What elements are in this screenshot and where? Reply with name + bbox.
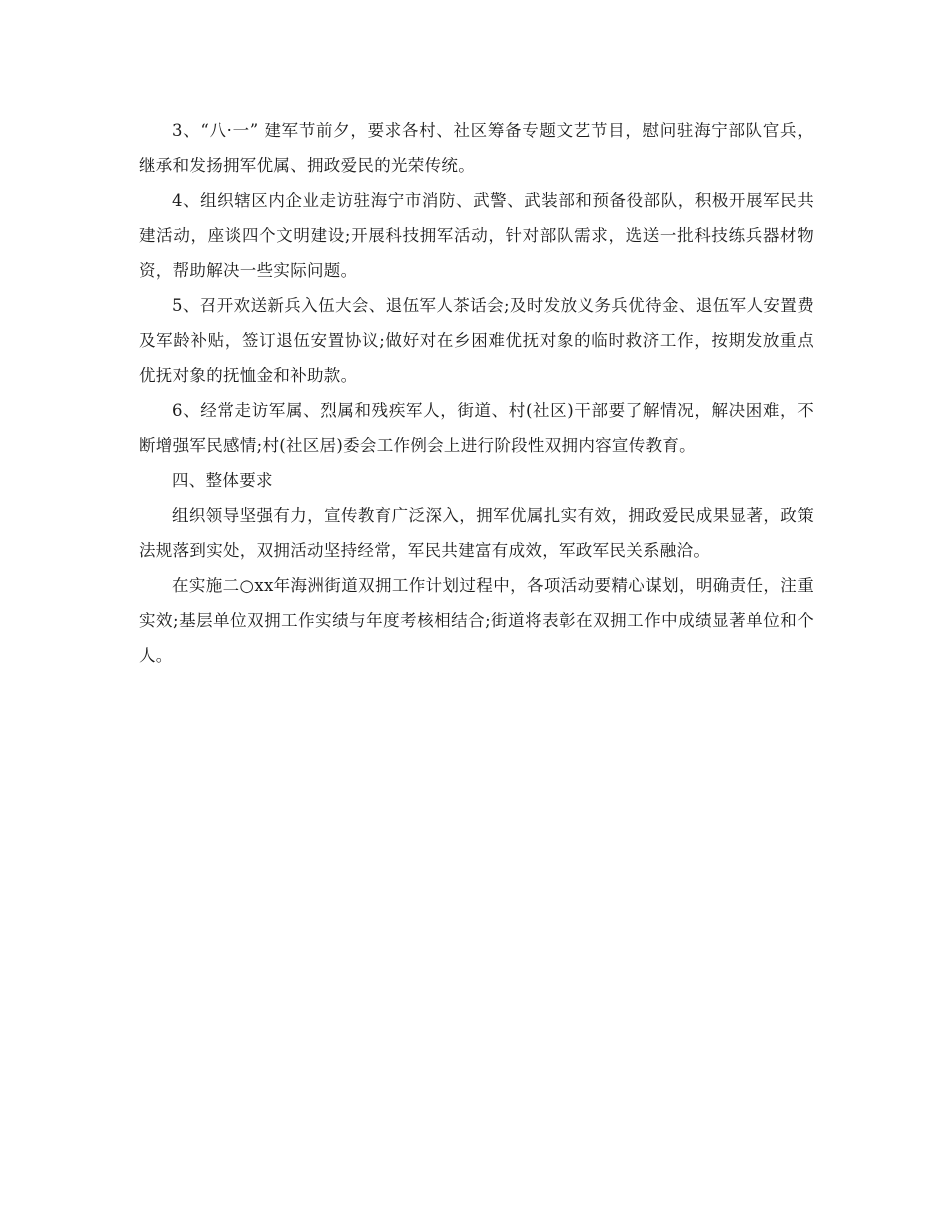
document-body xyxy=(139,113,814,673)
paragraph-item-6: 6、经常走访军属、烈属和残疾军人，街道、村(社区)干部要了解情况，解决困难，不断增强军民感情;村(社区居)委会工作例会上进行阶段性双拥内容宣传教育。 xyxy=(139,401,814,455)
paragraph-item-3: 3、“八·一” 建军节前夕，要求各村、社区筹备专题文艺节目，慰问驻海宁部队官兵，继承和发扬拥军优属、拥政爱民的光荣传统。 xyxy=(139,121,814,175)
section-heading-overall-requirements: 四、整体要求 xyxy=(172,471,273,490)
paragraph-implementation: 在实施二○xx年海洲街道双拥工作计划过程中，各项活动要精心谋划，明确责任，注重实效;基层单位双拥工作实绩与年度考核相结合;街道将表彰在双拥工作中成绩显著单位和个人。 xyxy=(139,576,814,665)
paragraph-requirements: 组织领导坚强有力，宣传教育广泛深入，拥军优属扎实有效，拥政爱民成果显著，政策法规落到实处，双拥活动坚持经常，军民共建富有成效，军政军民关系融洽。 xyxy=(139,506,814,560)
paragraph-item-5: 5、召开欢送新兵入伍大会、退伍军人茶话会;及时发放义务兵优待金、退伍军人安置费及军龄补贴，签订退伍安置协议;做好对在乡困难优抚对象的临时救济工作，按期发放重点优抚对象的抚恤金和补助款。 xyxy=(139,296,814,385)
paragraph-item-4: 4、组织辖区内企业走访驻海宁市消防、武警、武装部和预备役部队，积极开展军民共建活动，座谈四个文明建设;开展科技拥军活动，针对部队需求，选送一批科技练兵器材物资，帮助解决一些实际问题。 xyxy=(139,191,814,280)
